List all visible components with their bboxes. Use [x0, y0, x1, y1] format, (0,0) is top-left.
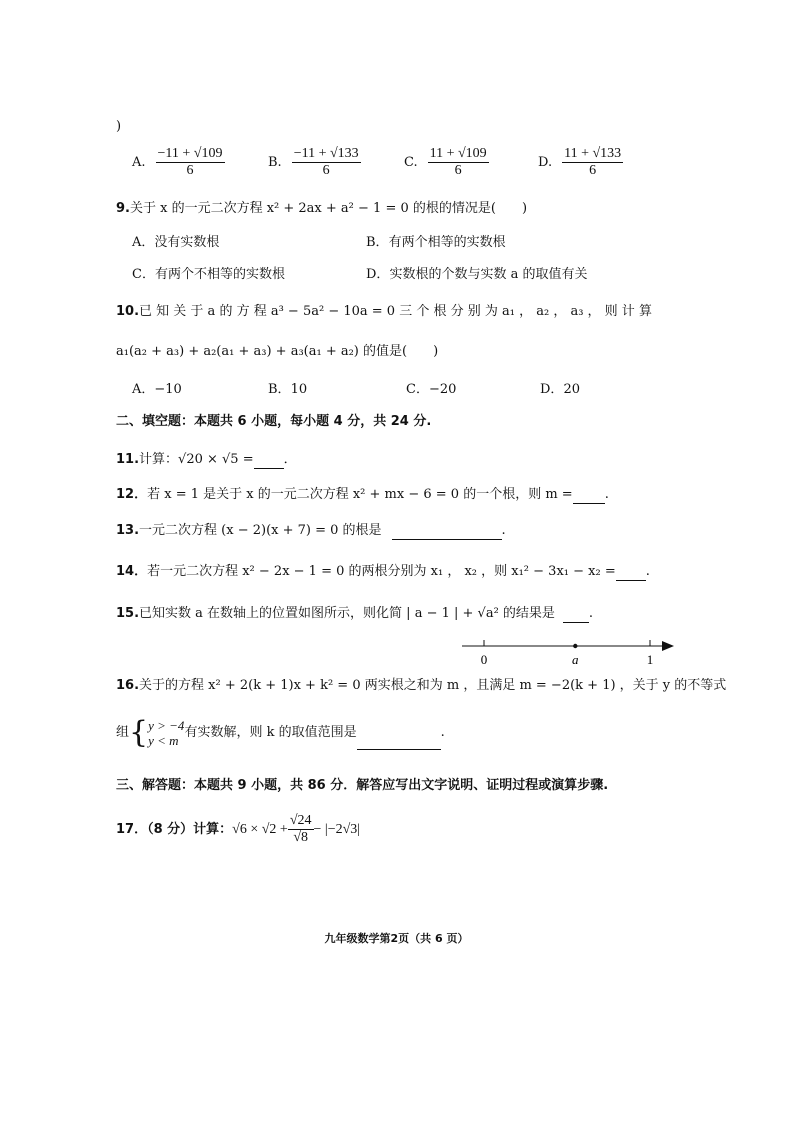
option-fraction	[428, 146, 489, 179]
axis-label: 0	[480, 652, 488, 667]
q13-number: 13.	[116, 523, 140, 538]
left-brace-icon: {	[129, 714, 149, 750]
q16-line1	[116, 677, 726, 695]
q14	[116, 563, 650, 581]
option-label: A．	[132, 382, 155, 397]
q13-answer-blank[interactable]	[392, 525, 502, 540]
q15-answer-blank[interactable]	[563, 608, 589, 623]
number-line	[458, 634, 680, 670]
q16-suffix: .	[440, 725, 445, 740]
option-label: C.	[404, 154, 418, 170]
axis-label: a	[572, 652, 579, 667]
q10-option-c	[406, 381, 456, 399]
option-text: −10	[154, 382, 182, 397]
section-3-title: 三、解答题：本题共 9 小题，共 86 分．解答应写出文字说明、证明过程或演算步骤.	[116, 778, 609, 793]
option-label: D．	[540, 382, 564, 397]
q15-text: 已知实数 a 在数轴上的位置如图所示，则化简 | a − 1 | + √a² 的结果是	[139, 606, 555, 621]
q17-expr-right: − |−2√3|	[313, 822, 361, 837]
q12-suffix: .	[604, 487, 609, 502]
q14-text: 若一元二次方程 x² − 2x − 1 = 0 的两根分别为 x₁ ， x₂ ，则 x₁² − 3x₁ − x₂ =	[147, 564, 616, 579]
q10-line1: 已 知 关 于 a 的 方 程 a³ − 5a² − 10a = 0 三 个 根 分 别 为 a₁ ， a₂ ， a₃ ， 则 计 算	[139, 304, 652, 319]
q8-option-d	[538, 146, 623, 179]
q10-line2: a₁(a₂ + a₃) + a₂(a₁ + a₃) + a₃(a₁ + a₂) 的值是( )	[116, 344, 439, 359]
q10-option-b	[268, 381, 307, 399]
option-text: 实数根的个数与实数 a 的取值有关	[389, 267, 588, 282]
fraction-numerator: 11 + √133	[564, 146, 622, 161]
q13-suffix: .	[501, 523, 506, 538]
q17-label: （8 分）计算：	[147, 822, 233, 837]
q17	[116, 812, 360, 848]
q15-number: 15.	[116, 606, 140, 621]
q10-stem	[116, 303, 652, 321]
q11-number: 11.	[116, 452, 140, 467]
q9-option-b	[366, 234, 506, 252]
option-label: B.	[268, 154, 282, 170]
option-fraction	[562, 146, 623, 179]
q10-option-d	[540, 381, 580, 399]
page-footer: 九年级数学第2页（共 6 页）	[324, 932, 469, 945]
q13-text: 一元二次方程 (x − 2)(x + 7) = 0 的根是	[139, 523, 382, 538]
q17-frac-num: √24	[289, 813, 312, 828]
q8-options	[132, 146, 652, 186]
q12-answer-blank[interactable]	[573, 489, 605, 504]
q14-number: 14．	[116, 564, 148, 579]
q12	[116, 486, 609, 504]
system-row-1: y > −4	[148, 717, 185, 733]
option-label: A．	[132, 235, 155, 250]
q16-line2	[116, 716, 445, 750]
option-fraction	[292, 146, 361, 179]
q11	[116, 451, 297, 469]
q10-option-a	[132, 381, 182, 399]
option-label: D.	[538, 154, 553, 170]
q12-number: 12．	[116, 487, 148, 502]
option-text: 没有实数根	[154, 235, 220, 250]
option-label: A.	[132, 154, 146, 170]
option-label: B．	[366, 235, 389, 250]
q16-text-line1: 关于的方程 x² + 2(k + 1)x + k² = 0 两实根之和为 m ，且满足 m = −2(k + 1) ，关于 y 的不等式	[139, 678, 727, 693]
fraction-denominator: 6	[454, 163, 462, 178]
fraction-denominator: 6	[589, 163, 597, 178]
q16-number: 16.	[116, 678, 140, 693]
q9-text: 关于 x 的一元二次方程 x² + 2ax + a² − 1 = 0 的根的情况是( )	[129, 201, 528, 216]
q17-number: 17．	[116, 822, 148, 837]
q16-prefix: 组	[116, 725, 130, 740]
q8-close-paren: )	[116, 119, 122, 134]
q11-suffix: ．	[283, 452, 297, 467]
option-text: 10	[290, 382, 308, 397]
q17-frac-den: √8	[293, 830, 309, 845]
option-label: D．	[366, 267, 390, 282]
option-label: C．	[406, 382, 429, 397]
option-fraction	[156, 146, 225, 179]
section-2-title: 二、填空题：本题共 6 小题，每小题 4 分，共 24 分.	[116, 414, 432, 429]
q8-option-a	[132, 146, 225, 179]
q8-option-b	[268, 146, 361, 179]
option-text: 有两个相等的实数根	[388, 235, 506, 250]
fraction-denominator: 6	[322, 163, 330, 178]
axis-arrow-icon	[662, 641, 674, 651]
q10-number: 10.	[116, 304, 140, 319]
option-text: 20	[563, 382, 580, 397]
fraction-numerator: −11 + √109	[157, 146, 223, 161]
q17-expr-left: √6 × √2 +	[232, 822, 288, 837]
q9-option-d	[366, 266, 587, 284]
q8-option-c	[404, 146, 489, 179]
axis-label: 1	[646, 652, 654, 667]
q9-number: 9.	[116, 201, 130, 216]
option-label: B．	[268, 382, 291, 397]
q9-stem	[116, 200, 527, 218]
q9-option-a	[132, 234, 219, 252]
axis-point-a	[573, 644, 577, 648]
inequality-system	[129, 714, 185, 750]
q11-answer-blank[interactable]	[254, 454, 284, 469]
fraction-denominator: 6	[186, 163, 194, 178]
q11-text: 计算：√20 × √5 =	[139, 452, 254, 467]
option-text: −20	[428, 382, 457, 397]
q9-option-c	[132, 266, 285, 284]
option-label: C．	[132, 267, 155, 282]
q15	[116, 605, 593, 623]
q15-suffix: .	[588, 606, 594, 621]
fraction-numerator: 11 + √109	[429, 146, 487, 161]
q12-text: 若 x = 1 是关于 x 的一元二次方程 x² + mx − 6 = 0 的一个根，则 m =	[147, 487, 573, 502]
q16-answer-blank[interactable]	[357, 735, 441, 750]
fraction-numerator: −11 + √133	[293, 146, 359, 161]
q17-fraction	[288, 813, 314, 846]
q14-answer-blank[interactable]	[616, 566, 646, 581]
q14-suffix: .	[645, 564, 650, 579]
q16-text-line2: 有实数解，则 k 的取值范围是	[184, 725, 357, 740]
option-text: 有两个不相等的实数根	[154, 267, 285, 282]
q13	[116, 522, 506, 540]
system-row-2: y < m	[148, 732, 179, 748]
